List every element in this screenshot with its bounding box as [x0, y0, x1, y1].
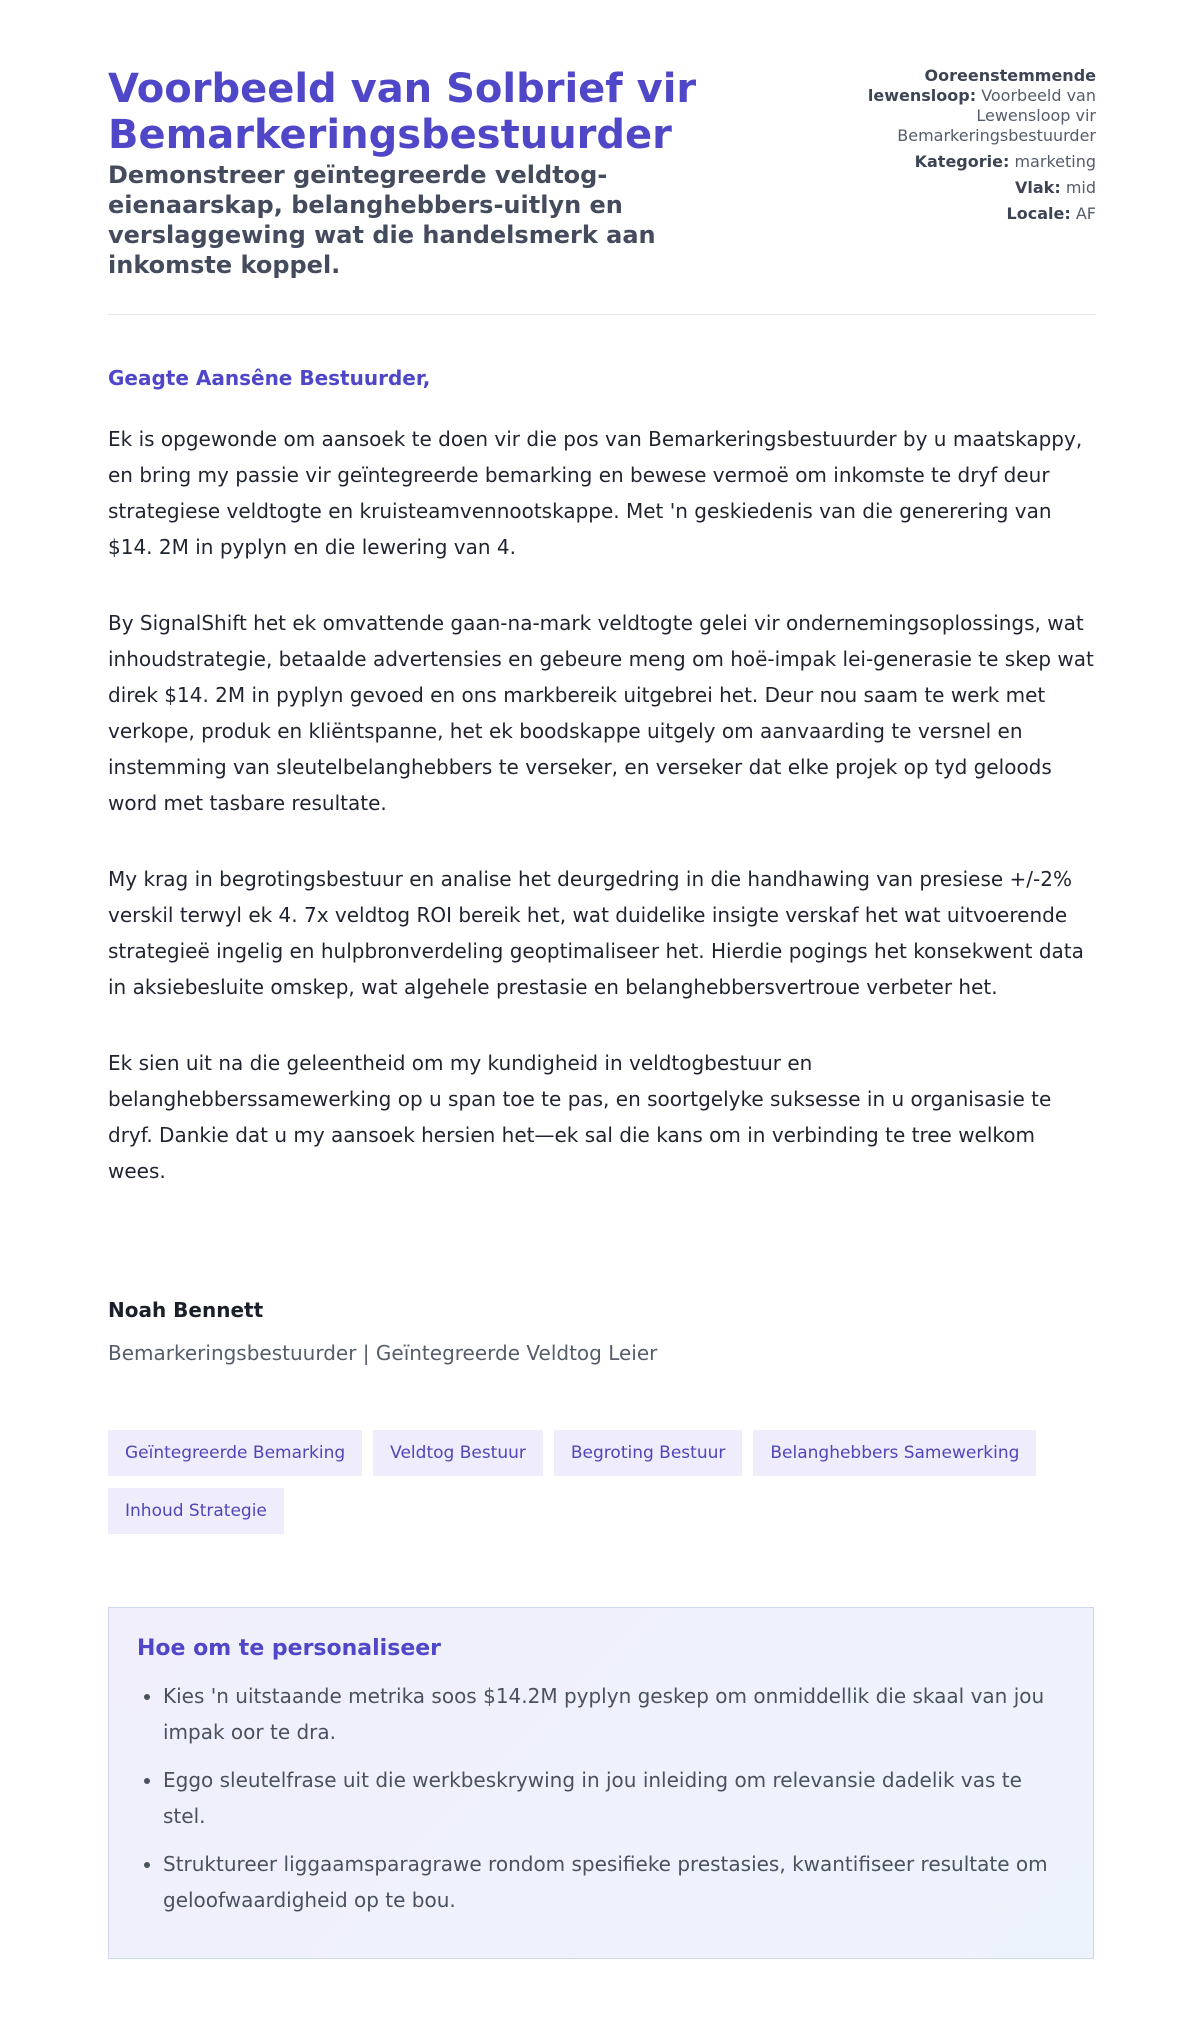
meta-locale [826, 204, 1096, 224]
meta-level-value: mid [1065, 178, 1096, 197]
personalization-tips-box [108, 1607, 1094, 1959]
meta-lifecycle-label: Ooreenstemmende lewensloop: [867, 66, 1096, 105]
meta-category [826, 152, 1096, 172]
tip-item: • Struktureer liggaamsparagrawe rondom spesifieke prestasies, kwantifiseer resultate om geloofwaardigheid op te bou. [163, 1846, 1065, 1918]
meta-locale-label: Locale: [1006, 204, 1071, 223]
meta-level [826, 178, 1096, 198]
signature-name: Noah Bennett [108, 1298, 264, 1322]
skill-tag: Veldtog Bestuur [373, 1430, 543, 1476]
skill-tag: Belanghebbers Samewerking [753, 1430, 1036, 1476]
letter-salutation: Geagte Aansêne Bestuurder, [108, 366, 431, 390]
tip-item: • Kies 'n uitstaande metrika soos $14.2M pyplyn geskep om onmiddellik die skaal van jou impak oor te dra. [163, 1678, 1065, 1750]
signature-role: Bemarkeringsbestuurder | Geïntegreerde Veldtog Leier [108, 1341, 658, 1365]
meta-category-label: Kategorie: [914, 152, 1010, 171]
page-title: Voorbeeld van Solbrief vir Bemarkeringsbestuurder [108, 66, 697, 158]
meta-level-label: Vlak: [1015, 178, 1061, 197]
header-divider [108, 314, 1096, 315]
skill-tag: Geïntegreerde Bemarking [108, 1430, 362, 1476]
meta-category-value: marketing [1014, 152, 1096, 171]
letter-paragraph: Ek sien uit na die geleentheid om my kundigheid in veldtogbestuur en belanghebberssamewerking op u span toe te pas, en soortgelyke suksesse in u organisasie te dryf. Dankie dat u my aansoek hersien het—ek sal die kans om in verbinding te tree welkom wees. [108, 1051, 1052, 1183]
letter-paragraph: My krag in begrotingsbestuur en analise het deurgedring in die handhawing van presiese +/-2% verskil terwyl ek 4. 7x veldtog ROI bereik het, wat duidelike insigte verskaf het wat uitvoerende strategieë ingelig en hulpbronverdeling geoptimaliseer het. Hierdie pogings het konsekwent data in aksiebesluite omskep, wat algehele prestasie en belanghebbersvertroue verbeter het. [108, 867, 1084, 999]
skill-tag: Inhoud Strategie [108, 1488, 284, 1534]
meta-lifecycle [826, 66, 1096, 146]
skill-tag: Begroting Bestuur [554, 1430, 742, 1476]
meta-locale-value: AF [1075, 204, 1096, 223]
letter-paragraph: By SignalShift het ek omvattende gaan-na-mark veldtogte gelei vir ondernemingsoplossings, wat inhoudstrategie, betaalde advertensies en gebeure meng om hoë-impak lei-generasie te skep wat direk $14. 2M in pyplyn gevoed en ons markbereik uitgebrei het. Deur nou saam te werk met verkope, produk en kliëntspanne, het ek boodskappe uitgely om aanvaarding te versnel en instemming van sleutelbelanghebbers te verseker, en verseker dat elke projek op tyd geloods word met tasbare resultate. [108, 611, 1094, 815]
letter-body [108, 421, 1098, 1229]
meta-panel [826, 66, 1096, 230]
page-subtitle: Demonstreer geïntegreerde veldtog-eienaarskap, belanghebbers-uitlyn en verslaggewing wat die handelsmerk aan inkomste koppel. [108, 161, 656, 279]
tips-list [137, 1678, 1065, 1918]
skill-tags [108, 1430, 1098, 1546]
tip-item: • Eggo sleutelfrase uit die werkbeskrywing in jou inleiding om relevansie dadelik vas te stel. [163, 1762, 1065, 1834]
meta-lifecycle-value: Voorbeeld van Lewensloop vir Bemarkeringsbestuurder [897, 86, 1096, 145]
tips-title: Hoe om te personaliseer [137, 1636, 442, 1661]
letter-paragraph: Ek is opgewonde om aansoek te doen vir die pos van Bemarkeringsbestuurder by u maatskappy, en bring my passie vir geïntegreerde bemarking en bewese vermoë om inkomste te dryf deur strategiese veldtogte en kruisteamvennootskappe. Met 'n geskiedenis van die generering van $14. 2M in pyplyn en die lewering van 4. [108, 427, 1083, 559]
